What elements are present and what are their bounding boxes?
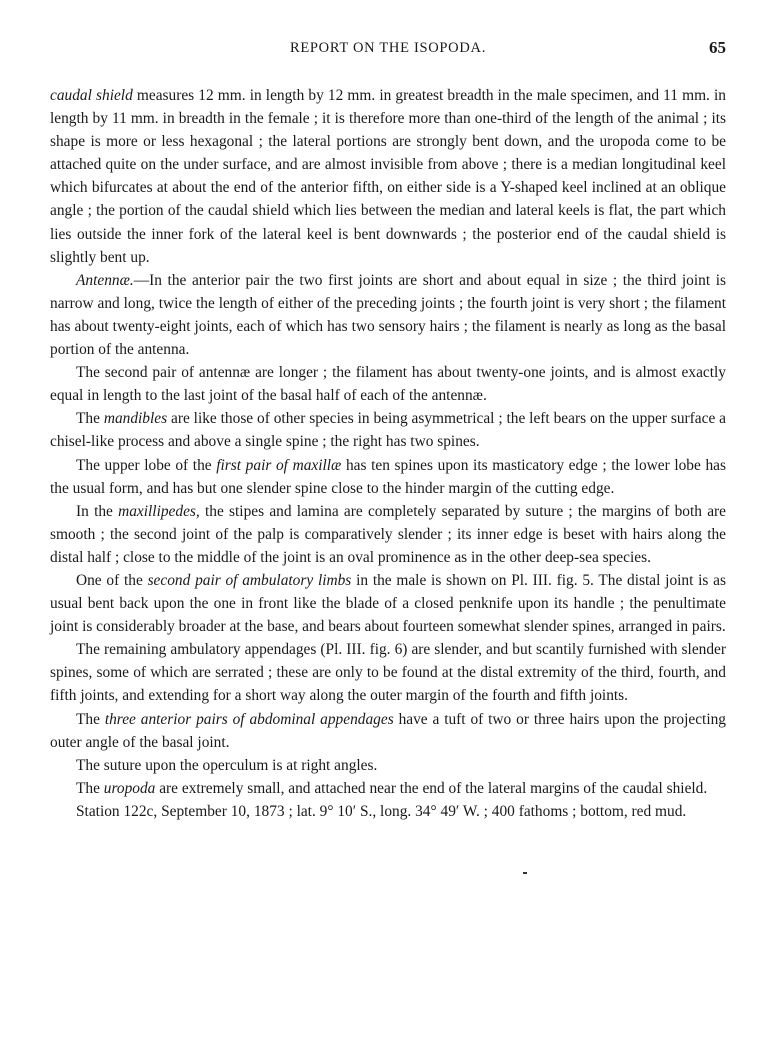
paragraph-station: Station 122c, September 10, 1873 ; lat. 9° 10′ S., long. 34° 49′ W. ; 400 fathoms ; bottom, red mud.: [76, 802, 687, 820]
page-number: 65: [709, 38, 726, 57]
paragraph-abdominal-appendages: The three anterior pairs of abdominal appendages have a tuft of two or three hairs upon the projecting outer angle of the basal joint.: [50, 710, 726, 751]
paragraph-text: measures 12 mm. in length by 12 mm. in greatest breadth in the male specimen, and 11 mm. in length by 11 mm. in breadth in the female ; it is therefore more than one-third of the length of the animal ; its shape is more or less hexagonal ; the lateral portions are strongly bent down, and the uropoda come to be attached quite on the under surface, and are almost invisible from above ; there is a median longitudinal keel which bifurcates at about the end of the anterior fifth, on either side is a Y-shaped keel inclined at an oblique angle ; the portion of the caudal shield which lies between the median and lateral keels is flat, the part which lies outside the inner fork of the lateral keel is bent downwards ; the posterior end of the caudal shield is slightly bent up.: [50, 87, 726, 266]
term-abdominal-appendages: three anterior pairs of abdominal appendages: [104, 710, 394, 728]
term-maxillipedes: maxillipedes,: [118, 502, 200, 520]
paragraph-maxillipedes: In the maxillipedes, the stipes and lamina are completely separated by suture ; the margins of both are smooth ; the second joint of the palp is comparatively slender ; its inner edge is beset with hairs along the distal half ; close to the middle of the joint is an oval prominence as in the other deep-sea species.: [50, 502, 726, 566]
term-antennae: Antennæ.: [76, 271, 134, 289]
paragraph-antennae: [50, 269, 726, 361]
page-header: [50, 40, 726, 64]
stray-ink-mark: [523, 872, 527, 874]
paragraph-second-antennae: The second pair of antennæ are longer ; the filament has about twenty-one joints, and is almost exactly equal in length to the last joint of the basal half of each of the antennæ.: [50, 364, 726, 405]
paragraph-mandibles: The mandibles are like those of other species in being asymmetrical ; the left bears on the upper surface a chisel-like process and above a single spine ; the right has two spines.: [50, 410, 727, 451]
running-title: REPORT ON THE ISOPODA.: [289, 40, 487, 56]
paragraph-operculum: The suture upon the operculum is at right angles.: [76, 756, 378, 774]
term-caudal-shield: caudal shield: [50, 87, 133, 104]
paragraph-caudal-shield: [50, 84, 726, 269]
term-mandibles: mandibles: [103, 410, 168, 428]
term-second-pair-of-ambulatory-limbs: second pair of ambulatory limbs: [147, 571, 352, 589]
term-uropoda: uropoda: [103, 779, 156, 797]
body-text: [50, 84, 726, 823]
term-first-pair-of-maxillae: first pair of maxillæ: [216, 456, 342, 474]
paragraph-maxillae: The upper lobe of the first pair of maxillæ has ten spines upon its masticatory edge ; the lower lobe has the usual form, and has but one slender spine close to the hinder margin of the cutting edge.: [50, 456, 726, 497]
paragraph-text: —In the anterior pair the two first joints are short and about equal in size ; the third joint is narrow and long, twice the length of either of the preceding joints ; the fourth joint is very short ; the filament has about twenty-eight joints, each of which has two sensory hairs ; the filament is nearly as long as the basal portion of the antenna.: [50, 271, 726, 359]
paragraph-ambulatory-limbs: One of the second pair of ambulatory limbs in the male is shown on Pl. III. fig. 5. The distal joint is as usual bent back upon the one in front like the blade of a closed penknife upon its handle ; the penultimate joint is considerably broader at the base, and bears about fourteen somewhat slender spines, arranged in pairs.: [50, 571, 727, 636]
paragraph-uropoda: The uropoda are extremely small, and attached near the end of the lateral margins of the caudal shield.: [76, 779, 708, 797]
paragraph-remaining-appendages: The remaining ambulatory appendages (Pl. III. fig. 6) are slender, and but scantily furnished with slender spines, some of which are serrated ; these are only to be found at the distal extremity of the third, fourth, and fifth joints, and extending for a short way along the outer margin of the fourth and fifth joints.: [50, 641, 726, 705]
